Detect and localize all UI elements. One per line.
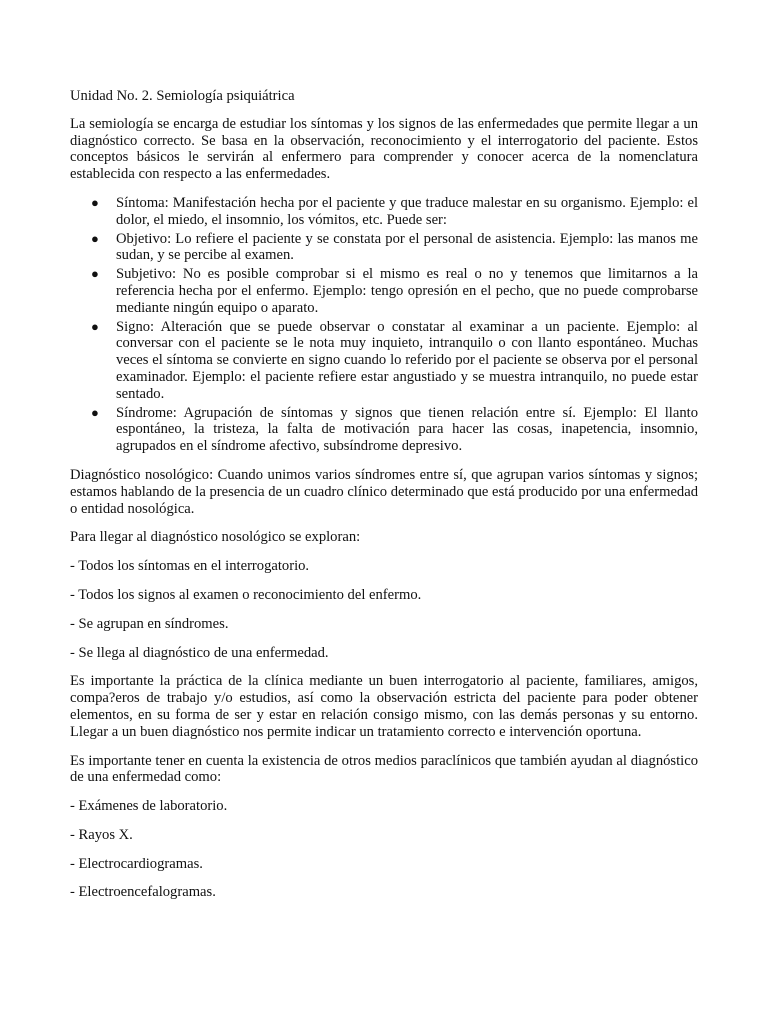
bullet-icon: ● — [91, 318, 99, 334]
explore-item: - Se llega al diagnóstico de una enfermedad. — [70, 644, 329, 661]
paraclinical-item: - Electroencefalogramas. — [70, 884, 216, 901]
explore-item: - Todos los síntomas en el interrogatorio. — [70, 558, 310, 575]
paraclinical-paragraph: Es importante tener en cuenta la existencia de otros medios paraclínicos que también ayudan al diagnóstico de una enfermedad como: — [70, 752, 698, 786]
explore-intro: Para llegar al diagnóstico nosológico se exploran: — [70, 529, 361, 546]
list-item-text: Subjetivo: No es posible comprobar si el mismo es real o no y tenemos que limitarnos a la referencia hecha por el enfermo. Ejemplo: tengo opresión en el pecho, que no puede comprobarse mediante ningún equipo o aparato. — [116, 266, 698, 316]
intro-paragraph: La semiología se encarga de estudiar los síntomas y los signos de las enfermedades que permite llegar a un diagnóstico correcto. Se basa en la observación, reconocimiento y el interrogatorio del paciente. Estos conceptos básicos le servirán al enfermero para comprender y conocer acerca de la nomenclatura establecida con respecto a las enfermedades. — [70, 115, 698, 183]
paraclinical-item: - Exámenes de laboratorio. — [70, 798, 228, 815]
definitions-list — [70, 195, 698, 455]
list-item-text: Objetivo: Lo refiere el paciente y se constata por el personal de asistencia. Ejemplo: las manos me sudan, y se percibe al examen. — [116, 230, 698, 264]
list-item — [70, 231, 698, 265]
paraclinical-item: - Electrocardiogramas. — [70, 855, 203, 872]
list-item — [70, 405, 698, 455]
list-item-text: Síndrome: Agrupación de síntomas y signos que tienen relación entre sí. Ejemplo: El llanto espontáneo, la tristeza, la falta de motivación para hacer las cosas, inapetencia, insomnio, agrupados en el síndrome afectivo, subsíndrome depresivo. — [116, 404, 698, 455]
nosological-diagnosis-paragraph: Diagnóstico nosológico: Cuando unimos varios síndromes entre sí, que agrupan varios síntomas y signos; estamos hablando de la presencia de un cuadro clínico determinado que está producido por una enfermedad o entidad nosológica. — [70, 466, 698, 517]
list-item — [70, 266, 698, 316]
bullet-icon: ● — [91, 404, 99, 420]
list-item — [70, 195, 698, 229]
bullet-icon: ● — [91, 194, 99, 210]
explore-item: - Se agrupan en síndromes. — [70, 615, 229, 632]
bullet-icon: ● — [91, 230, 99, 246]
list-item-text: Signo: Alteración que se puede observar o constatar al examinar a un paciente. Ejemplo: al conversar con el paciente se le nota muy inquieto, intranquilo o con llanto espontáneo. Muchas veces el síntoma se convierte en signo cuando lo referido por el paciente se observa por el personal examinador. Ejemplo: el paciente refiere estar angustiado y se muestra intranquilo, no puede estar sentado. — [116, 318, 698, 402]
paraclinical-item: - Rayos X. — [70, 826, 133, 843]
page-title: Unidad No. 2. Semiología psiquiátrica — [70, 88, 295, 104]
bullet-icon: ● — [91, 266, 99, 282]
list-item-text: Síntoma: Manifestación hecha por el paciente y que traduce malestar en su organismo. Ejemplo: el dolor, el miedo, el insomnio, los vómitos, etc. Puede ser: — [116, 194, 698, 228]
clinical-practice-paragraph: Es importante la práctica de la clínica mediante un buen interrogatorio al paciente, familiares, amigos, compa?eros de trabajo y/o estudios, así como la observación estricta del paciente para poder obtener elementos, en su forma de ser y estar en relación consigo mismo, con las demás personas y su entorno. Llegar a un buen diagnóstico nos permite indicar un tratamiento correcto e intervención oportuna. — [70, 673, 698, 740]
explore-item: - Todos los signos al examen o reconocimiento del enfermo. — [70, 586, 422, 603]
list-item — [70, 319, 698, 403]
